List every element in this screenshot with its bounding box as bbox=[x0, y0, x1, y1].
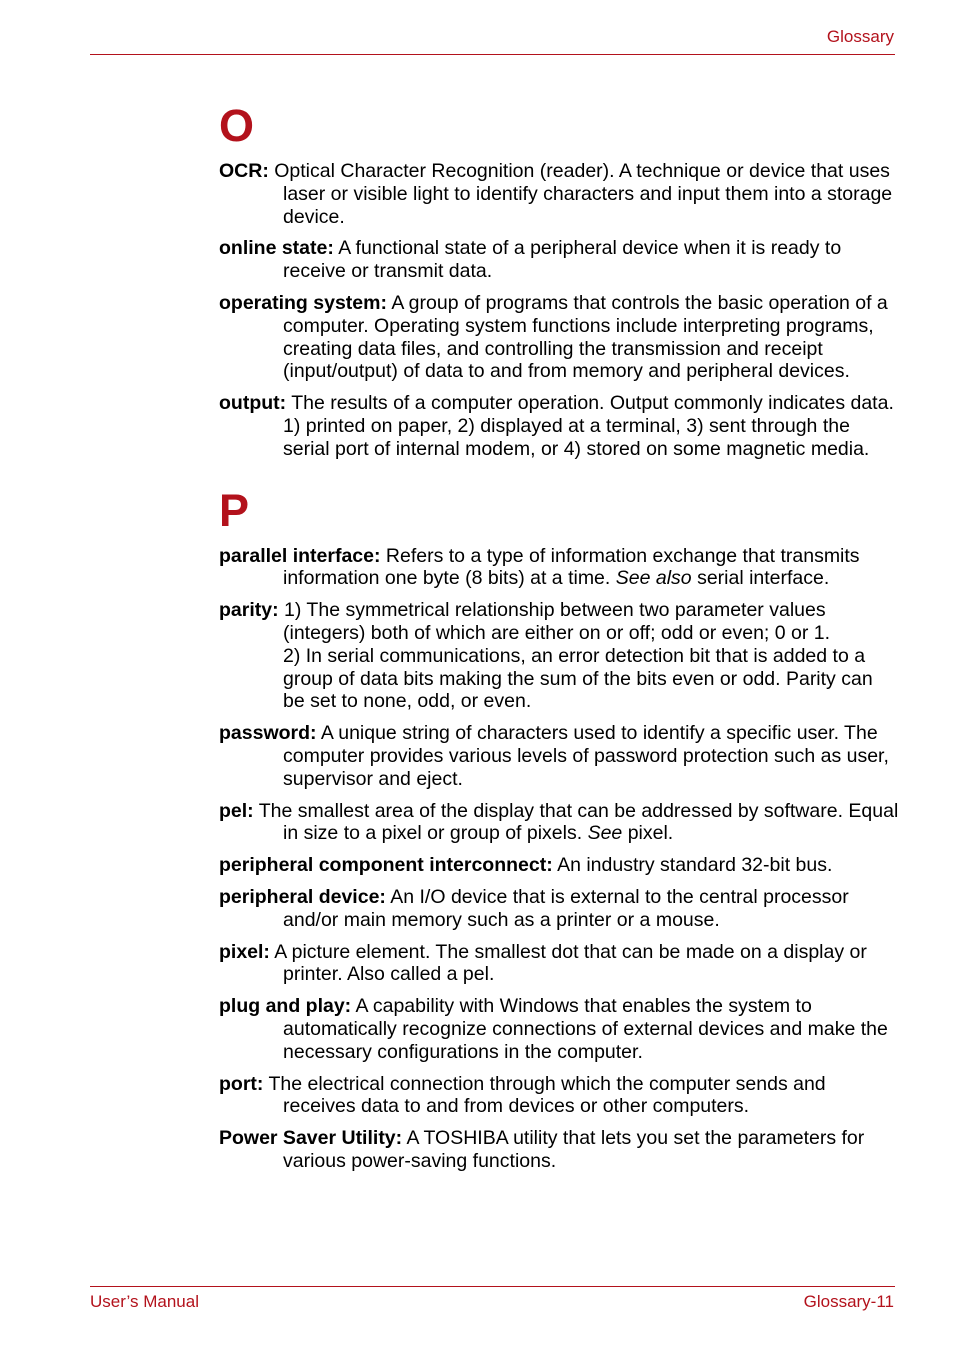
glossary-term: password: bbox=[219, 722, 317, 745]
glossary-entry-parallel-interface bbox=[219, 545, 899, 591]
see-also-label: See also bbox=[615, 567, 692, 590]
glossary-definition: An industry standard 32-bit bus. bbox=[557, 854, 833, 877]
glossary-term: parallel interface: bbox=[219, 544, 381, 567]
glossary-term: peripheral device: bbox=[219, 885, 386, 908]
glossary-term: operating system: bbox=[219, 291, 387, 314]
glossary-term: peripheral component interconnect: bbox=[219, 854, 553, 877]
see-target: pixel. bbox=[627, 822, 674, 845]
glossary-entry-pixel bbox=[219, 941, 899, 987]
glossary-definition: A picture element. The smallest dot that can be made on a display or printer. Also called a pel. bbox=[274, 940, 867, 986]
footer-page-number: Glossary-11 bbox=[803, 1292, 894, 1311]
glossary-entry-peripheral-component-interconnect bbox=[219, 854, 899, 877]
glossary-definition: A capability with Windows that enables the system to automatically recognize connections of external devices and make the necessary configurations in the computer. bbox=[283, 995, 888, 1063]
glossary-content bbox=[219, 98, 899, 1182]
glossary-definition: A functional state of a peripheral device when it is ready to receive or transmit data. bbox=[283, 237, 842, 283]
running-header-title: Glossary bbox=[826, 27, 894, 46]
glossary-definition-continuation: 1) printed on paper, 2) displayed at a terminal, 3) sent through the serial port of internal modem, or 4) stored on some magnetic media. bbox=[283, 414, 870, 460]
glossary-definition: 1) The symmetrical relationship between two parameter values (integers) both of which are either on or off; odd or even; 0 or 1. bbox=[283, 599, 831, 644]
glossary-term: pixel: bbox=[219, 940, 270, 963]
glossary-definition-continuation: 2) In serial communications, an error detection bit that is added to a group of data bits making the sum of the bits even or odd. Parity can be set to none, odd, or even. bbox=[283, 644, 873, 713]
glossary-definition: A TOSHIBA utility that lets you set the parameters for various power-saving functions. bbox=[283, 1127, 865, 1172]
glossary-term: pel: bbox=[219, 799, 254, 822]
glossary-term: online state: bbox=[219, 237, 334, 260]
section-letter-p: P bbox=[219, 484, 251, 536]
see-label: See bbox=[587, 822, 623, 845]
glossary-definition: Refers to a type of information exchange that transmits information one byte (8 bits) at a time. bbox=[283, 544, 860, 590]
glossary-definition: The results of a computer operation. Output commonly indicates data. bbox=[291, 392, 894, 415]
glossary-definition: The smallest area of the display that can be addressed by software. Equal in size to a pixel or group of pixels. bbox=[258, 799, 899, 845]
glossary-entry-operating-system bbox=[219, 292, 899, 383]
header-rule bbox=[90, 54, 895, 55]
glossary-entry-ocr bbox=[219, 160, 899, 228]
glossary-entry-online-state bbox=[219, 237, 899, 283]
glossary-definition: The electrical connection through which the computer sends and receives data to and from devices or other computers. bbox=[268, 1072, 826, 1118]
footer-rule bbox=[90, 1286, 895, 1287]
glossary-entry-output bbox=[219, 392, 899, 460]
see-also-target: serial interface. bbox=[697, 567, 830, 590]
glossary-definition: A group of programs that controls the basic operation of a computer. Operating system functions include interpreting programs, creating data files, and controlling the transmission and receipt (input/output) of data to and from memory and peripheral devices. bbox=[283, 291, 888, 383]
glossary-entry-power-saver-utility bbox=[219, 1127, 899, 1173]
glossary-definition: A unique string of characters used to identify a specific user. The computer provides various levels of password protection such as user, supervisor and eject. bbox=[283, 722, 889, 790]
glossary-entry-parity bbox=[219, 599, 899, 713]
glossary-term: OCR: bbox=[219, 160, 269, 182]
footer-manual-title: User’s Manual bbox=[90, 1292, 199, 1311]
glossary-entry-port bbox=[219, 1073, 899, 1119]
glossary-term: plug and play: bbox=[219, 995, 352, 1018]
glossary-entry-password bbox=[219, 722, 899, 790]
glossary-entry-pel bbox=[219, 800, 899, 846]
glossary-entry-peripheral-device bbox=[219, 886, 899, 932]
glossary-definition: An I/O device that is external to the central processor and/or main memory such as a printer or a mouse. bbox=[283, 885, 849, 931]
glossary-definition: Optical Character Recognition (reader). A technique or device that uses laser or visible light to identify characters and input them into a storage device. bbox=[274, 160, 893, 228]
glossary-term: parity: bbox=[219, 599, 279, 622]
glossary-entry-plug-and-play bbox=[219, 995, 899, 1063]
section-letter-o: O bbox=[219, 100, 256, 151]
glossary-term: Power Saver Utility: bbox=[219, 1127, 403, 1150]
glossary-term: port: bbox=[219, 1072, 264, 1095]
glossary-term: output: bbox=[219, 392, 287, 415]
